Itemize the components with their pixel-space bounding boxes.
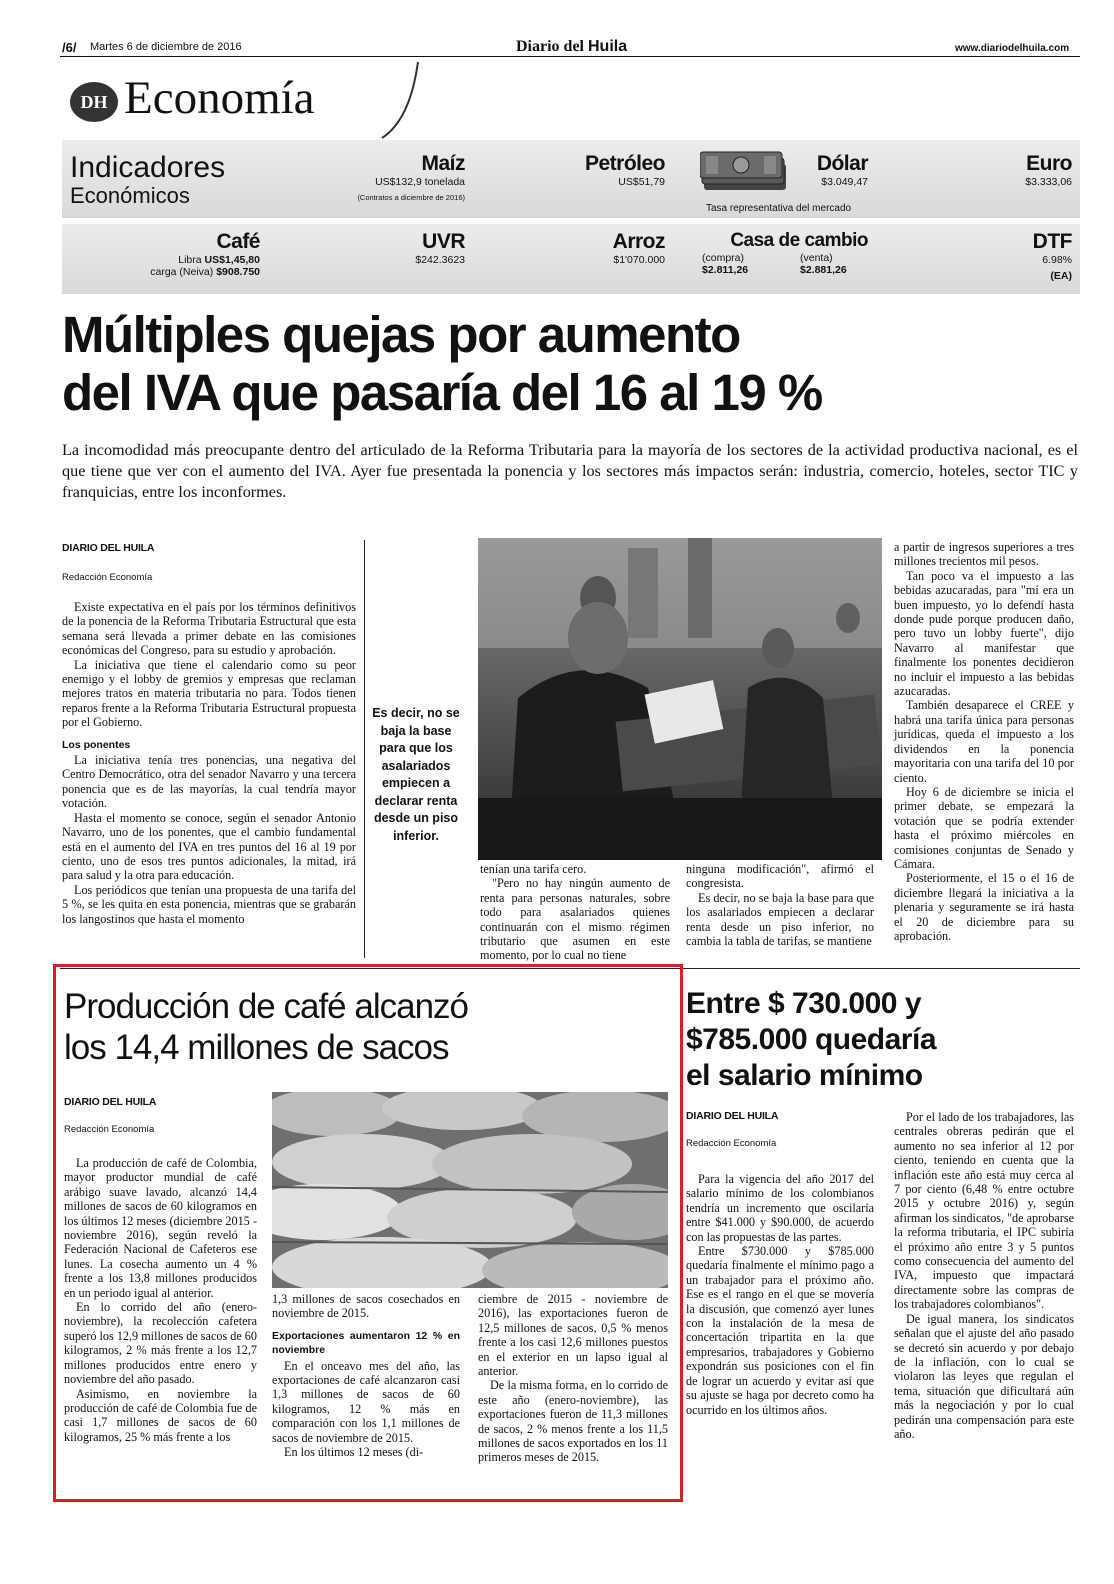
byline-sub: Redacción Economía: [62, 572, 153, 583]
paragraph: Posteriormente, el 15 o el 16 de diciembre llegará la iniciativa a la plenaria y seguramente se irá hasta el 20 de diciembre para su aprobación.: [894, 871, 1074, 943]
salary-col1: [686, 1172, 874, 1417]
website: www.diariodelhuila.com: [955, 43, 1070, 54]
paragraph: tenían una tarifa cero.: [480, 862, 587, 876]
byline-sub: Redacción Economía: [64, 1124, 155, 1135]
indicator-note: (EA): [1050, 270, 1072, 282]
paragraph: a partir de ingresos superiores a tres millones trecientos mil pesos.: [894, 540, 1074, 569]
logo-letters: DH: [80, 92, 108, 112]
indicator-value: 6.98%: [1042, 254, 1072, 266]
paragraph: Hasta el momento se conoce, según el senador Antonio Navarro, uno de los ponentes, que el cambio fundamental está en el aumento del IVA en tres puntos del 16 al 19 por ciento, uno de esos tres puntos adicionales, la mitad, irá para salud y la otra para educación.: [62, 810, 356, 883]
paragraph: Existe expectativa en el país por los términos definitivos de la ponencia de la Reforma Tributaria Estructural que esta semana será llevada a primer debate en las comisiones económicas del Congreso, para su estudio y aprobación.: [62, 600, 356, 658]
salary-headline-line1: Entre $ 730.000 y: [686, 987, 922, 1020]
paper-name-prefix: Diario del: [516, 38, 584, 55]
casa-values: [700, 252, 868, 278]
paragraph: La iniciativa tenía tres ponencias, una negativa del Centro Democrático, otra del senador Navarro y una tercera ponencia que es de las mayorías, la cual tendría mayor votación.: [62, 753, 356, 811]
main-col4: [686, 862, 874, 948]
indicator-euro: [960, 152, 1072, 188]
cafe-line2: [110, 266, 260, 278]
paragraph: En lo corrido del año (enero-noviembre), la recolección cafetera superó los 12,9 millones de sacos de 60 kilogramos, 2 % más frente a los 12,7 millones producidos entre enero y noviembre del año pasado.: [64, 1300, 257, 1387]
paragraph: De la misma forma, en lo corrido de este año (enero-noviembre), las exportaciones fueron de 11,3 millones de sacos, 2 % menos frente a los 11,5 millones de sacos exportados en los 11 primeros meses de 2015.: [478, 1378, 668, 1465]
indicators-title-line2: Económicos: [70, 183, 190, 208]
byline-name: DIARIO DEL HUILA: [62, 542, 155, 554]
paragraph: En los últimos 12 meses (di-: [284, 1445, 424, 1460]
indicator-value: $1'070.000: [613, 254, 665, 266]
indicator-name: Euro: [1026, 152, 1072, 175]
main-col5: [894, 540, 1074, 943]
main-col1: [62, 600, 356, 926]
coffee-col3: [478, 1292, 668, 1465]
paragraph: "Pero no hay ningún aumento de renta para personas naturales, sobre todo para asalariados quienes continuarán con el mismo régimen tributario que asumen en este momento, por lo cual no tiene: [480, 876, 670, 963]
paper-name: [516, 38, 627, 56]
indicator-name: DTF: [1032, 230, 1072, 253]
dolar-note: Tasa representativa del mercado: [706, 203, 852, 214]
indicator-petroleo: [550, 152, 665, 188]
paragraph: Por el lado de los trabajadores, las centrales obreras pedirán que el aumento no sea inferior al 12 por ciento, teniendo en cuenta que la inflación este año está muy cerca al 7 por ciento (6,48 % entre octubre 2015 y octubre 2016) y, según afirman los sindicatos, "de aprobarse la reforma tributaria, el IPC subiría el próximo año entre 3 y 5 puntos como consecuencia del aumento del IVA, impuesto que impactará directamente sobre las compras de los trabajadores colombianos".: [894, 1110, 1074, 1312]
indicator-name: Arroz: [612, 230, 665, 253]
coffee-col2: [272, 1292, 460, 1459]
pullquote: Es decir, no se baja la base para que los asalariados empiecen a declarar renta desde un piso inferior.: [372, 706, 460, 843]
paragraph: Es decir, no se baja la base para que los asalariados empiecen a declarar renta desde un piso inferior, no cambia la tabla de tarifas, se mantiene: [686, 890, 874, 949]
coffee-sacks-photo: [272, 1092, 668, 1288]
indicator-name: Café: [216, 230, 260, 253]
masthead-rule: [60, 56, 1080, 57]
main-lead: La incomodidad más preocupante dentro del articulado de la Reforma Tributaria para la mayoría de los sectores de la actividad productiva nacional, es el que tiene que ver con el aumento del IVA. Ayer fue presentada la ponencia y los sectores más impactos serán: industria, comercio, hoteles, sector TIC y franquicias, entre los inconformes.: [62, 441, 1078, 501]
page-number: /6/: [62, 40, 77, 55]
col-divider: [364, 540, 365, 958]
coffee-byline: [64, 1096, 156, 1135]
coffee-col1: [64, 1156, 257, 1444]
paragraph: Los periódicos que tenían una propuesta de una tarifa del 5 %, se les quita en esta ponencia, mientras que se grabarán los langostinos que hasta el momento: [62, 882, 356, 926]
cafe-line1: [110, 254, 260, 266]
paragraph: De igual manera, los sindicatos señalan que el ajuste del año pasado se decretó sin acuerdo y por debajo de la inflación, con lo cual se violaron las leyes que regulan el tema, situación que dificultará aún más la negociación y por lo cual pedirán una compensación para este año.: [894, 1311, 1074, 1441]
casa-sell-value: $2.881,26: [800, 264, 847, 276]
indicator-value: $3.333,06: [1025, 176, 1072, 188]
paragraph: ninguna modificación", afirmó el congresista.: [686, 862, 874, 891]
main-headline-line2: del IVA que pasaría del 16 al 19 %: [62, 364, 822, 421]
coffee-headline-line2: los 14,4 millones de sacos: [64, 1028, 449, 1067]
casa-sell: [800, 252, 847, 276]
indicator-uvr: [360, 230, 465, 266]
byline-name: DIARIO DEL HUILA: [64, 1096, 157, 1108]
casa-sell-label: (venta): [800, 252, 833, 264]
indicators-title: [70, 152, 225, 208]
paragraph: Para la vigencia del año 2017 del salario mínimo de los colombianos tendría un incremento que oscilaría entre $41.000 y $90.000, de acuerdo con las propuestas de las partes.: [686, 1172, 874, 1244]
header-swoosh: [380, 60, 420, 140]
salary-headline-line3: el salario mínimo: [686, 1059, 923, 1092]
casa-buy-label: (compra): [702, 252, 745, 264]
main-headline-line1: Múltiples quejas por aumento: [62, 306, 740, 363]
cafe-line2-label: carga (Neiva): [150, 266, 214, 278]
paragraph: Tan poco va el impuesto a las bebidas azucaradas, para "mí era un buen impuesto, yo lo defendí hasta donde pude porque producen daño, pero tuvo un lobby fuerte", dijo Navarro al manifestar que finalmente los ponentes decidieron no incluir el impuesto a las bebidas azucaradas.: [894, 568, 1074, 699]
indicator-value: US$51,79: [618, 176, 665, 188]
indicator-maiz: [330, 152, 465, 202]
indicator-name: Casa de cambio: [730, 230, 868, 251]
indicator-name: Dólar: [816, 152, 868, 175]
indicator-value: $242.3623: [415, 254, 465, 266]
senate-photo: [478, 538, 882, 860]
paragraph: Asimismo, en noviembre la producción de café de Colombia fue de casi 1,7 millones de sacos de 60 kilogramos, 25 % más frente a los: [64, 1386, 257, 1444]
paragraph: También desaparece el CREE y habrá una tarifa única para personas jurídicas, queda el impuesto a los dividendos en la ponencia mayoritaria con una tarifa del 10 por ciento.: [894, 698, 1074, 785]
salary-headline-line2: $785.000 quedaría: [686, 1023, 937, 1056]
indicator-arroz: [570, 230, 665, 266]
paragraph: Hoy 6 de diciembre se inicia el primer debate, se empezará la votación que se podría extender hasta el próximo miércoles en comisiones conjuntas de Senado y Cámara.: [894, 784, 1074, 871]
indicator-name: Maíz: [421, 152, 465, 175]
subhead: Exportaciones aumentaron 12 % en noviembre: [272, 1329, 460, 1357]
byline-name: DIARIO DEL HUILA: [686, 1110, 779, 1122]
casa-buy: [702, 252, 748, 276]
main-headline: [62, 306, 1082, 422]
paragraph: La producción de café de Colombia, mayor productor mundial de café arábigo suave lavado, alcanzó 14,4 millones de sacos de 60 kilogramos en los últimos 12 meses (diciembre 2015 - noviembre 2016), según reveló la Federación Nacional de Cafeteros ese lunes. La cosecha aumento un 4 % frente a los 13,8 millones producidos en un periodo igual al anterior.: [64, 1156, 257, 1300]
issue-date: Martes 6 de diciembre de 2016: [90, 41, 242, 53]
paper-name-bold: Huila: [588, 38, 628, 55]
paragraph: Entre $730.000 y $785.000 quedaría finalmente el mínimo pago a un trabajador para el próximo año. Ese es el rango en el que se movería la discusión, que comenzó ayer lunes con la instalación de la mesa de concertación tripartita en la que empresarios, trabajadores y Gobierno expondrán sus posiciones con el fin de lograr un acuerdo y evitar así que su ajuste se haga por decreto como ha ocurrido en los últimos años.: [686, 1244, 874, 1417]
paragraph: La iniciativa que tiene el calendario como su peor enemigo y el lobby de gremios y empresas que reclaman mejores tratos en materia tributaria no para. Todos tienen reparos frente a la Reforma Tributaria Estructural propuesta por el Gobierno.: [62, 657, 356, 730]
paragraph: ciembre de 2015 - noviembre de 2016), las exportaciones fueron de 12,5 millones de sacos, 0,5 % menos frente a los casi 12,6 millones puestos en el exterior en un lapso igual al anterior.: [478, 1292, 668, 1379]
salary-col2: [894, 1110, 1074, 1441]
cafe-line1-value: US$1,45,80: [204, 254, 260, 266]
paragraph: En el onceavo mes del año, las exportaciones de café alcanzaron casi 1,3 millones de sacos de 60 kilogramos, 12 % más en comparación con los 1,1 millones de sacos de noviembre de 2015.: [272, 1358, 460, 1445]
paragraph: 1,3 millones de sacos cosechados en noviembre de 2015.: [272, 1292, 460, 1321]
coffee-headline-line1: Producción de café alcanzó: [64, 987, 468, 1026]
indicator-value: US$132,9 tonelada: [375, 176, 465, 188]
indicator-cafe: [110, 230, 260, 278]
section-title: Economía: [124, 72, 315, 124]
indicator-value: $3.049,47: [821, 176, 868, 188]
cafe-line2-value: $908.750: [216, 266, 260, 278]
cafe-line1-label: Libra: [178, 254, 202, 266]
main-byline: [62, 542, 154, 583]
indicator-casa-de-cambio: [700, 230, 868, 278]
indicator-name: Petróleo: [584, 152, 665, 175]
main-col3: [480, 862, 670, 963]
salary-headline: [686, 986, 1076, 1094]
casa-buy-value: $2.811,26: [702, 264, 749, 276]
indicator-name: UVR: [422, 230, 465, 253]
subhead: Los ponentes: [62, 738, 131, 751]
indicator-note: (Contratos a diciembre de 2016): [357, 193, 465, 202]
coffee-headline: [64, 986, 664, 1068]
indicators-title-line1: Indicadores: [70, 151, 226, 184]
salary-byline: [686, 1110, 778, 1149]
byline-sub: Redacción Economía: [686, 1138, 777, 1149]
indicator-dtf: [980, 230, 1072, 282]
indicator-dolar: [700, 152, 868, 188]
dh-logo: [70, 82, 118, 122]
